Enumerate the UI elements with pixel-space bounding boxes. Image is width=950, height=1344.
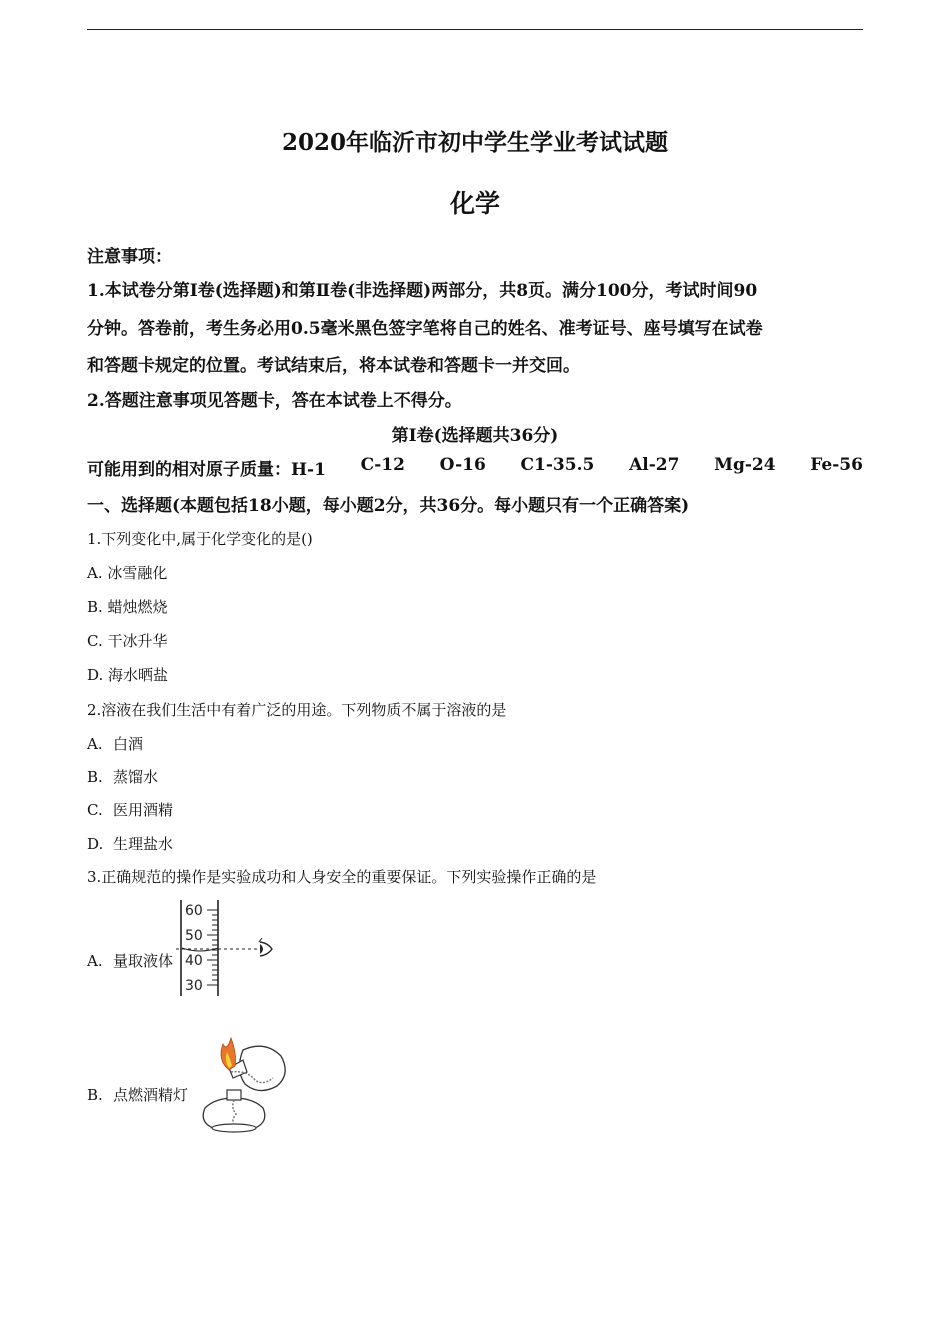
q1-option-c: C. 干冰升华 xyxy=(87,632,168,650)
flame-icon xyxy=(221,1038,236,1070)
section-heading: 第I卷(选择题共36分) xyxy=(391,426,559,446)
option-text: 蒸馏水 xyxy=(113,768,159,786)
eye-icon xyxy=(259,938,272,956)
q2-option-d xyxy=(87,833,173,854)
mass-cl: C1-35.5 xyxy=(520,455,595,475)
q1-option-a: A. 冰雪融化 xyxy=(87,564,168,582)
option-text: 医用酒精 xyxy=(113,801,174,819)
q3-option-a xyxy=(87,950,173,971)
question-2-stem: 2.溶液在我们生活中有着广泛的用途。下列物质不属于溶液的是 xyxy=(87,701,507,719)
q2-option-b xyxy=(87,766,158,787)
mass-al: Al-27 xyxy=(629,455,680,475)
q1-option-b: B. 蜡烛燃烧 xyxy=(87,598,168,616)
option-letter: B. xyxy=(87,1086,103,1104)
option-letter: B. xyxy=(87,768,103,786)
q3-option-b xyxy=(87,1084,188,1105)
notice-heading: 注意事项： xyxy=(87,247,172,267)
alcohol-lamp-figure xyxy=(193,1030,293,1134)
notice-item1-line3: 和答题卡规定的位置。考试结束后，将本试卷和答题卡一并交回。 xyxy=(87,356,580,376)
question-1-stem: 1.下列变化中,属于化学变化的是() xyxy=(87,530,313,548)
q2-option-c xyxy=(87,799,173,820)
tick-label-50: 50 xyxy=(185,928,203,944)
tick-label-60: 60 xyxy=(185,903,203,919)
tick-label-40: 40 xyxy=(185,953,203,969)
q1-option-d: D. 海水晒盐 xyxy=(87,666,169,684)
option-text: 生理盐水 xyxy=(113,835,174,853)
graduated-cylinder-figure xyxy=(176,898,280,1000)
exam-title: 2020年临沂市初中学生学业考试试题 xyxy=(281,129,668,156)
masses-label: 可能用到的相对原子质量：H-1 xyxy=(87,460,326,480)
header-rule xyxy=(87,29,863,30)
notice-item1-line1: 1.本试卷分第Ⅰ卷(选择题)和第Ⅱ卷(非选择题)两部分，共8页。满分100分，考试时间90 xyxy=(87,281,758,301)
atomic-masses xyxy=(87,455,863,480)
option-letter: D. xyxy=(87,835,104,853)
part-heading: 一、选择题(本题包括18小题，每小题2分，共36分。每小题只有一个正确答案) xyxy=(87,496,690,516)
mass-fe: Fe-56 xyxy=(810,455,863,475)
option-text: 点燃酒精灯 xyxy=(113,1086,189,1104)
subject-title: 化学 xyxy=(449,189,500,218)
option-letter: C. xyxy=(87,801,103,819)
option-text: 白酒 xyxy=(113,735,144,753)
option-letter: A. xyxy=(87,952,103,970)
question-3-stem: 3.正确规范的操作是实验成功和人身安全的重要保证。下列实验操作正确的是 xyxy=(87,868,597,886)
option-letter: A. xyxy=(87,735,103,753)
mass-o: O-16 xyxy=(439,455,486,475)
tick-label-30: 30 xyxy=(185,978,203,994)
mass-mg: Mg-24 xyxy=(714,455,776,475)
option-text: 量取液体 xyxy=(113,952,174,970)
notice-item1-line2: 分钟。答卷前，考生务必用0.5毫米黑色签字笔将自己的姓名、准考证号、座号填写在试卷 xyxy=(87,319,763,339)
mass-c: C-12 xyxy=(360,455,405,475)
notice-item2: 2.答题注意事项见答题卡，答在本试卷上不得分。 xyxy=(87,391,462,411)
q2-option-a xyxy=(87,733,143,754)
